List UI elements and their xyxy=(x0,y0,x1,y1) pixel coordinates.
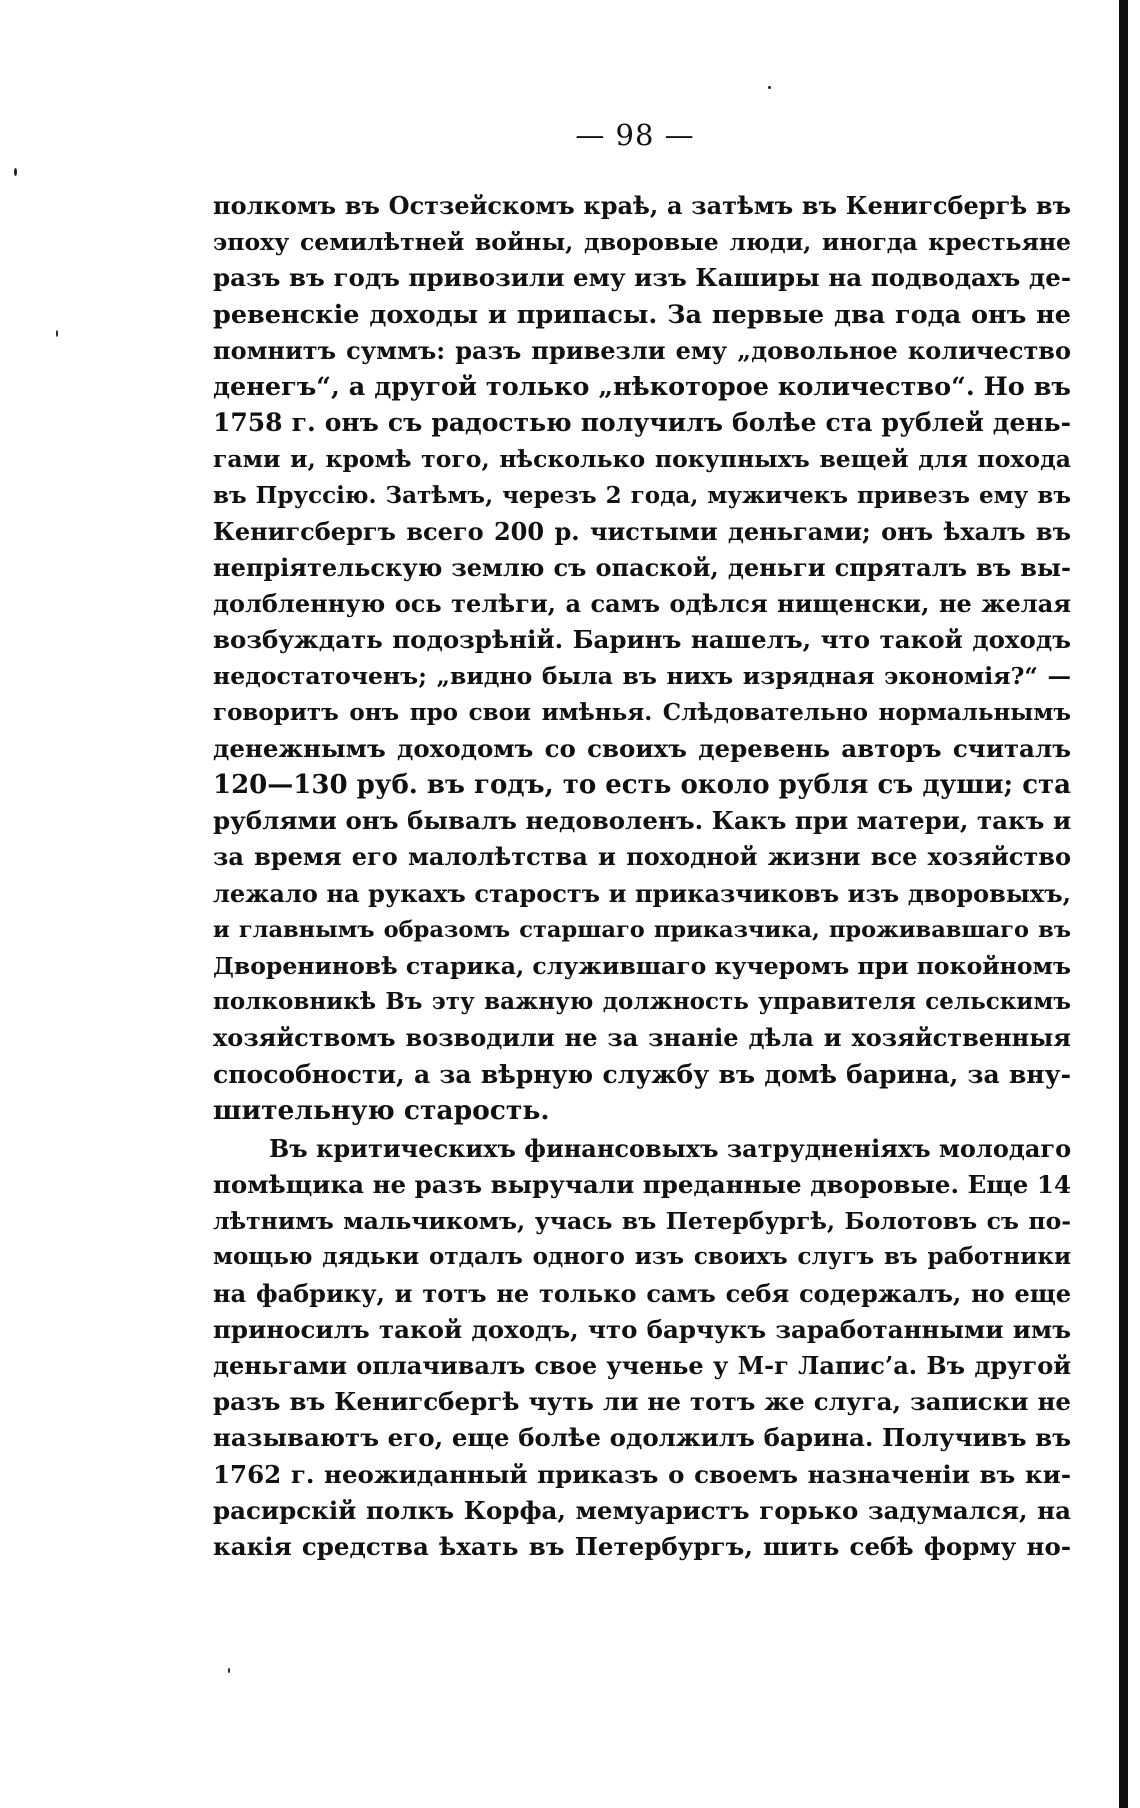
scan-speck xyxy=(768,86,771,89)
text-line: разъ въ годъ привозили ему изъ Каширы на подводахъ де- xyxy=(213,263,1071,293)
text-line: хозяйствомъ возводили не за знаніе дѣла и хозяйственныя xyxy=(213,1023,1071,1053)
text-line: деньгами оплачивалъ свое ученье у М-г Лапис’а. Въ другой xyxy=(213,1351,1071,1380)
text-line: непріятельскую землю съ опаской, деньги спряталъ въ вы- xyxy=(213,552,1071,582)
text-line: расирскій полкъ Корфа, мемуаристъ горько задумался, на xyxy=(213,1495,1071,1525)
text-line: 1758 г. онъ съ радостью получилъ болѣе ста рублей день- xyxy=(213,408,1071,438)
text-line: денегъ“, а другой только „нѣкоторое количество“. Но въ xyxy=(213,371,1071,402)
text-line: мощью дядьки отдалъ одного изъ своихъ слугъ въ работники xyxy=(213,1243,1071,1271)
text-line: разъ въ Кенигсбергѣ чуть ли не тотъ же слуга, записки не xyxy=(213,1387,1071,1417)
page-binding-edge xyxy=(1119,0,1128,1808)
text-line: ревенскіе доходы и припасы. За первые два года онъ не xyxy=(213,299,1071,330)
text-line: лѣтнимъ мальчикомъ, учась въ Петербургѣ, Болотовъ съ по- xyxy=(213,1207,1071,1236)
text-line: въ Пруссію. Затѣмъ, черезъ 2 года, мужичекъ привезъ ему въ xyxy=(213,481,1071,509)
text-line: рублями онъ бывалъ недоволенъ. Какъ при матери, такъ и xyxy=(213,806,1072,836)
text-line: 1762 г. неожиданный приказъ о своемъ назначеніи въ ки- xyxy=(213,1459,1071,1489)
text-line: и главнымъ образомъ старшаго приказчика, проживавшаго въ xyxy=(213,916,1071,943)
page-number: — 98 — xyxy=(575,118,695,152)
scan-speck xyxy=(14,168,17,176)
text-line: денежнымъ доходомъ со своихъ деревень авторъ считалъ xyxy=(213,733,1071,763)
text-line: приносилъ такой доходъ, что барчукъ заработанными имъ xyxy=(213,1314,1071,1344)
text-line: возбуждать подозрѣній. Баринъ нашелъ, что такой доходъ xyxy=(213,625,1071,655)
text-line: Кенигсбергъ всего 200 р. чистыми деньгами; онъ ѣхалъ въ xyxy=(213,516,1071,546)
paragraph-2 xyxy=(213,1131,1071,1565)
text-line: гами и, кромѣ того, нѣсколько покупныхъ вещей для похода xyxy=(213,445,1071,474)
text-line: Двоpениновѣ старика, служившаго кучеромъ при покойномъ xyxy=(213,951,1071,980)
scan-speck xyxy=(228,1668,230,1673)
text-line: полкомъ въ Остзейскомъ краѣ, а затѣмъ въ Кенигсбергѣ въ xyxy=(213,191,1071,220)
text-line: способности, а за вѣрную службу въ домѣ барина, за вну- xyxy=(213,1059,1071,1089)
text-line: 120—130 руб. въ годъ, то есть около рубля съ души; ста xyxy=(213,770,1071,800)
text-line: какія средства ѣхать въ Петербургъ, шить себѣ форму но- xyxy=(213,1531,1071,1561)
scan-speck xyxy=(56,330,58,337)
text-line: называютъ его, еще болѣе одолжилъ барина. Получивъ въ xyxy=(213,1423,1071,1453)
text-line: лежало на рукахъ старостъ и приказчиковъ изъ дворовыхъ, xyxy=(213,878,1071,908)
text-line: Въ критическихъ финансовыхъ затрудненіяхъ молодаго xyxy=(269,1133,1072,1163)
text-line: за время его малолѣтства и походной жизни все хозяйство xyxy=(213,842,1071,872)
text-line: эпоху семилѣтней войны, дворовые люди, иногда крестьяне xyxy=(213,228,1071,257)
text-line: на фабрику, и тотъ не только самъ себя содержалъ, но еще xyxy=(213,1278,1071,1308)
text-line: полковникѣ Въ эту важную должность управителя сельскимъ xyxy=(213,988,1071,1016)
page-text xyxy=(213,188,1071,1565)
text-line: говоритъ онъ про свои имѣнья. Слѣдовательно нормальнымъ xyxy=(213,698,1071,726)
text-line: шительную старость. xyxy=(213,1094,550,1126)
paragraph-1 xyxy=(213,188,1071,1129)
text-line: долбленную ось телѣги, а самъ одѣлся нищенски, не желая xyxy=(213,589,1071,619)
text-line: помѣщика не разъ выручали преданные дворовые. Еще 14 xyxy=(213,1170,1071,1200)
text-line: помнитъ суммъ: разъ привезли ему „довольное количество xyxy=(213,335,1071,365)
text-line: недостаточенъ; „видно была въ нихъ изрядная экономія?“ — xyxy=(213,662,1071,691)
